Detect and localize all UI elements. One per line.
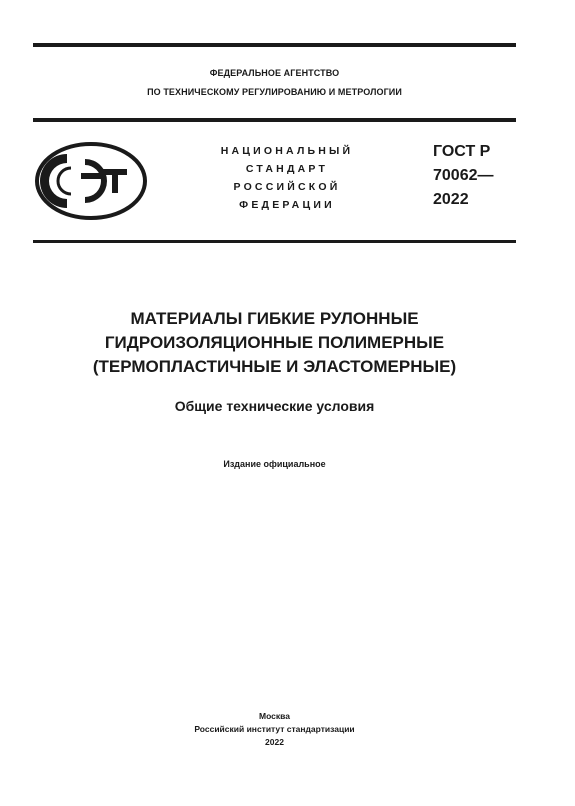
national-standard-label [196,142,378,214]
document-title [33,307,516,379]
standard-code [433,140,494,212]
gost-r-seal-icon [33,141,149,221]
top-rule [33,43,516,47]
section-rule [33,240,516,243]
document-subtitle: Общие технические условия [174,398,375,414]
publication-info [33,710,516,749]
publication-city: Москва [259,711,290,721]
title-line-1: МАТЕРИАЛЫ ГИБКИЕ РУЛОННЫЕ [130,309,419,328]
agency-name-line-2: ПО ТЕХНИЧЕСКОМУ РЕГУЛИРОВАНИЮ И МЕТРОЛОГИИ [147,87,402,97]
standard-code-line-3: 2022 [433,191,469,208]
standard-type-line-2: СТАНДАРТ [245,163,329,175]
title-line-2: ГИДРОИЗОЛЯЦИОННЫЕ ПОЛИМЕРНЫЕ [104,333,445,352]
standard-code-line-1: ГОСТ Р [433,143,491,160]
standard-code-line-2: 70062— [433,167,494,184]
standard-type-line-1: НАЦИОНАЛЬНЫЙ [220,145,354,157]
standard-type-line-3: РОССИЙСКОЙ [233,181,341,193]
publication-year: 2022 [265,737,284,747]
header-rule [33,118,516,122]
title-line-3: (ТЕРМОПЛАСТИЧНЫЕ И ЭЛАСТОМЕРНЫЕ) [92,357,457,376]
edition-note: Издание официальное [223,459,326,469]
agency-name-line-1: ФЕДЕРАЛЬНОЕ АГЕНТСТВО [209,68,340,78]
standard-type-line-4: ФЕДЕРАЦИИ [239,199,335,211]
publisher-name: Российский институт стандартизации [194,724,355,734]
